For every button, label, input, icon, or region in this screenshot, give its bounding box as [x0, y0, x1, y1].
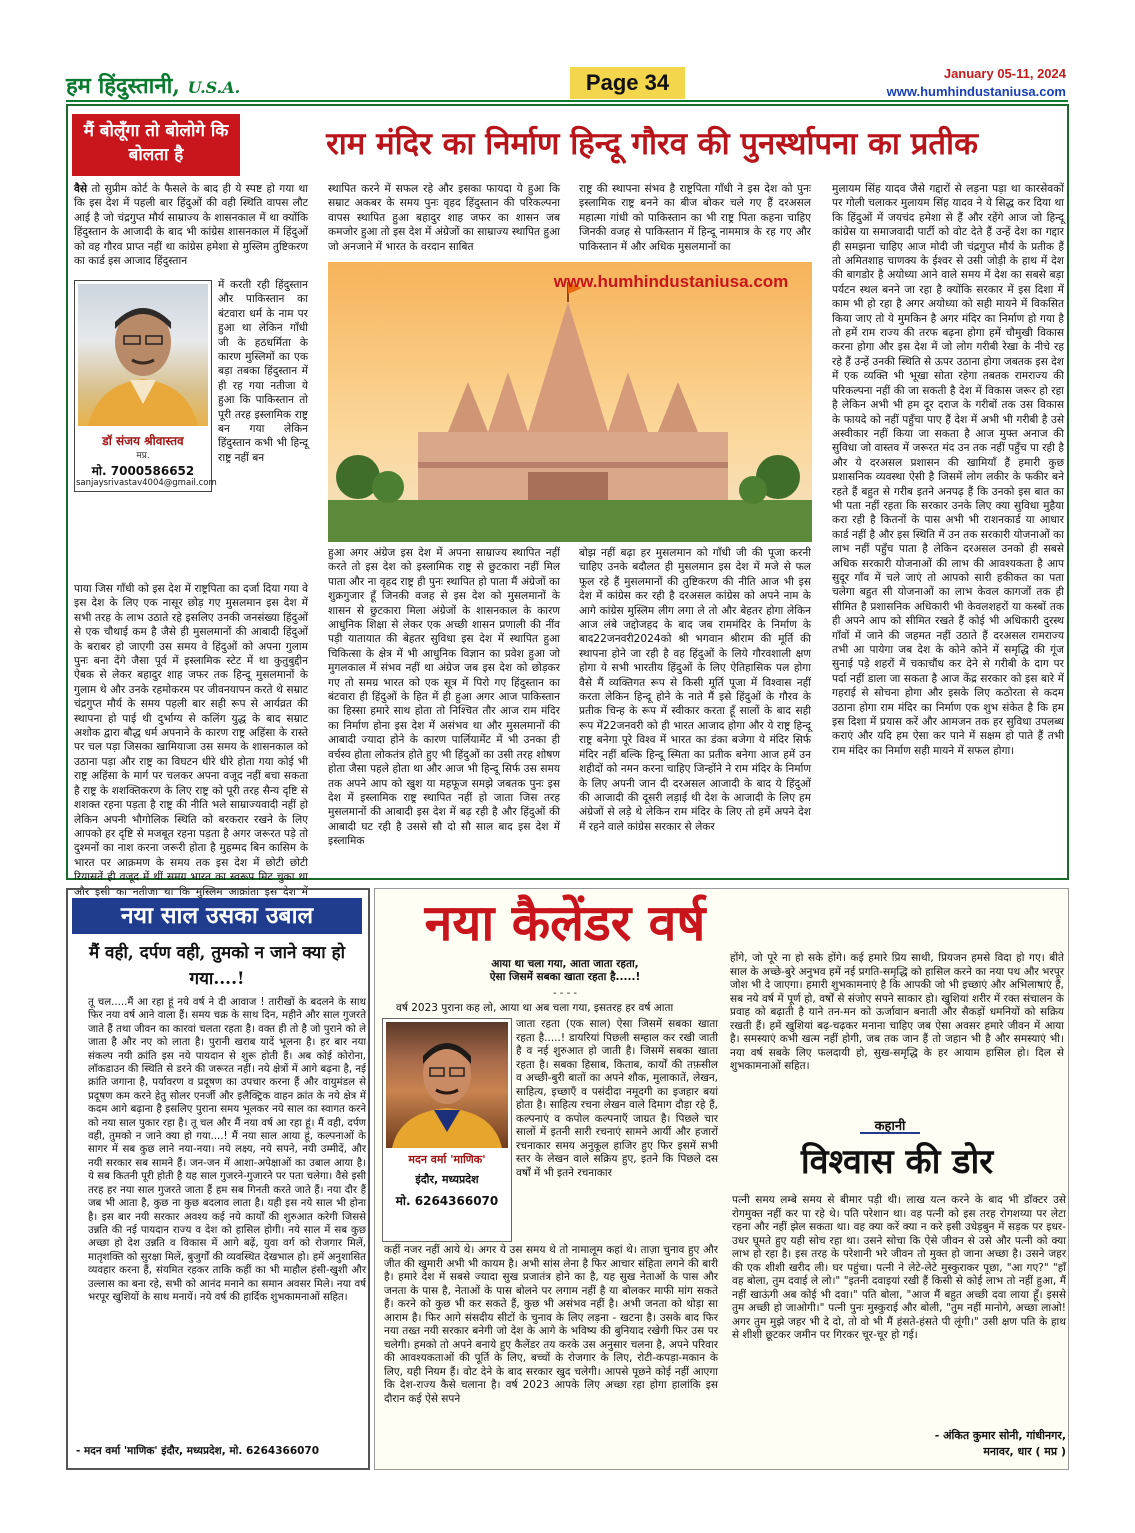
story-title: विश्वास की डोर — [800, 1142, 994, 1182]
author-portrait-icon — [78, 284, 208, 426]
new-year-subtitle: मैं वही, दर्पण वही, तुमको न जाने क्या हो गया....! — [88, 943, 346, 989]
poet-name: मदन वर्मा 'माणिक' — [408, 1153, 486, 1166]
issue-date: January 05-11, 2024 — [943, 66, 1066, 81]
brand-name: हम हिंदुस्तानी, — [66, 73, 180, 99]
newspaper-brand — [66, 70, 240, 100]
temple-illustration-icon — [328, 262, 812, 542]
poem-separator: - - - - — [553, 988, 577, 999]
article-column-1-top — [74, 182, 308, 278]
new-year-body: तू चल.....मैं आ रहा हूं नये वर्ष ने दी आवाज ! तारीखों के बदलने के साथ फिर नया वर्ष आने वाला हैं। समय चक्र के साथ दिन, महीने और साल गुजरते जाते हैं तथा जीवन का कारवां चलता रहता है। वक्त ही तो है जो पुराने को ले जाता है और नए को लाता है। पुरानी खराब यादें भूलना है। हर बार नया संकल्प नयी क्रांति इस नये पायदान से शुरू होती हैं। अब कोई कोरोना, लॉकडाउन की स्थिति से डरने की जरूरत नहीं। नये क्षेत्रों में आगे बढ़ना है, नई क्रांति जगाना है, पर्यावरण व प्रदूषण का उपचार करना हैं और वायुमंडल से प्रदूषण कम करने हेतु सोलर एनर्जी और इलैक्ट्रिक वाहन क्रांत के नये क्षेत्र में कदम आगे बढ़ाना है इसलिए पुराना समय भूलकर नये साल का स्वागत करने को नया साल पुकार रहा है। तू चल और मैं नया वर्ष आ रहा हूं। मैं वही, दर्पण वही, तुमको न जाने क्या हो गया....! मैं नया साल आया हूं, कल्पनाओं के सागर में सब कुछ लाने नया-नया। नये लक्ष्य, नये सपने, नयी उम्मीदें, और नयी सरकार सब सामने हैं। जन-जन में आशा-अपेक्षाओं का उबाल आया है। ये सब कितनी पूरी होती है यह साल गुजरने-गुजारने पर पता चलेगा। वैसे इसी तरह हर नया साल गुजरते जाता हैं हम सब गिनती करते जाते हैं। नया दौर हैं जब भी आता है, कुछ ना कुछ बदलाव लाता है। यही इस नये साल भी होना है। इस बार नयी सरकार अवश्य कई नये कार्यों की शुरुआत करेगी जिससे उन्नति की नई पायदान राज्य व देश को हासिल होगी। नये साल में सब कुछ अच्छा हो देश उन्नति व विकास में आगे बढ़ें, युवा वर्ग को रोजगार मिलें, मातृशक्ति को सुरक्षा मिलें, बुजुर्गों की व्यवस्थित देखभाल हो। हमें अनुशासित व्यवहार करना हैं, संयमित रहकर ताकि कहीं का भी माहौल हंसी-खुशी और उल्लास का बना रहे, सभी को आनंद मनाने का समान अवसर मिले। नया वर्ष भरपूर खुशियों के साथ मनायें। नये वर्ष की हार्दिक शुभकामनाओं सहित। — [88, 997, 366, 1303]
poet-phone: मो. 6264366070 — [395, 1194, 499, 1208]
story-signature-line-1: - अंकित कुमार सोनी, गांधीनगर, — [934, 1429, 1066, 1442]
author-location: मप्र. — [136, 451, 150, 461]
article-headline: राम मंदिर का निर्माण हिन्दू गौरव की पुनर्स्थापना का प्रतीक — [326, 126, 978, 162]
article-column-3-top: राष्ट्र की स्थापना संभव है राष्ट्रपिता गाँधी ने इस देश को पुनः इस्लामिक राष्ट्र बनने का बीज बोकर चले गए हैं दरअसल महात्मा गांधी को पाकिस्तान का भी राष्ट्र पिता कहना चाहिए जिनकी वजह से पाकिस्तान में हिन्दू नाममात्र के रह गए और पाकिस्तान में और अधिक मुसलमानों का — [579, 183, 811, 253]
calendar-text-upper: जाता रहता (एक साल) ऐसा जिसमें सबका खाता रहता है.....! डायरियां पिछली सम्हाल कर रखी जाती है व नई शुरुआत हो जाती है। जिसमें सबका खाता रहता है। सबका हिसाब, किताब, कार्यों की तफ़सील व अच्छी-बुरी बातों का अपने शौक, मुलाकातें, लेखन, साहित्य, इच्छाएँ व पसंदीदा नमूदगी का इजहार बयां होता है। साहित्य रचना लेखन वाले दिमाग दौड़ा रहे हैं, कल्पनाएं व कपोल कल्पनाएँ जाग्रत है। पिछले चार सालों में इतनी सारी रचनाएं सामने आयीं और हजारों रचनाकार समय अनुकूल हाजिर हुए फिर इसमें सभी स्तर के लेखन वाले सक्रिय हुए, इतने कि पिछले दस वर्षों में भी इतने रचनाकार — [516, 1018, 718, 1179]
brand-suffix: U.S.A. — [187, 78, 241, 97]
new-year-title: नया साल उसका उबाल — [72, 898, 362, 934]
ram-temple-image — [328, 262, 812, 542]
poet-portrait-icon — [386, 1022, 508, 1148]
column-badge: मैं बोलूँगा तो बोलोगे कि बोलता है — [72, 114, 240, 176]
page-number: Page 34 — [570, 67, 685, 99]
story-signature — [732, 1428, 1066, 1460]
calendar-poem — [420, 958, 710, 984]
article-column-4: मुलायम सिंह यादव जैसे गद्दारों से लड़ना पड़ा था कारसेवकों पर गोली चलाकर मुलायम सिंह यादव ने ये सिद्ध कर दिया था कि हिंदुओं में जयचंद हमेशा से हैं और रहेंगे आज जो हिन्दू कांग्रेस या समाजवादी पार्टी को वोट देते हैं उन्हें देश का गद्दार ही समझना चाहिए आज मोदी जी चंद्रगुप्त मौर्य के प्रतीक हैं तो अमितशाह चाणक्य के ईश्वर से उसी जोड़ी के हाथ में देश की बागडोर है अयोध्या आने वाले समय में देश का सबसे बड़ा पर्यटन स्थल बनने जा रहा है क्योंकि सरकार में इस दिशा में काम भी हो रहा है अगर अयोध्या को सही मायने में विकसित किया जाए तो ये मुमकिन है अगर मंदिर का निर्माण हो गया है तो हमें राम राज्य की तरफ बढ़ना होगा हमें चौमुखी विकास करना होगा और इस देश में जो लोग गरीबी रेखा के नीचे रह रहे हैं उन्हें उनकी स्थिति से ऊपर उठाना होगा जबतक इस देश में एक व्यक्ति भी भूखा सोता रहेगा तबतक रामराज्य की परिकल्पना नहीं की जा सकती है देश में विकास जरूर हो रहा है लेकिन अभी भी हम दूर दराज के गरीबों तक उस विकास के फायदे को नहीं पहुँचा पाए हैं देश में अभी भी गरीबी है उसे अस्वीकार नहीं किया जा सकता है आज मुफ्त अनाज की सुविधा जो वास्तव में जरूरत मंद उन तक नहीं पहुँच पा रही है और ये दरअसल प्रशासन की खामियाँ हैं हमारी कुछ प्रशासनिक व्यवस्था ऐसी है जिसमें लोग लकीर के फकीर बने रहते हैं बहुत से गरीब इतने अनपढ़ हैं कि उनको इस बात का भी पता नहीं रहता कि सरकार उनके लिए क्या सुविधा मुहैया करा रही है कितनों के पास अभी भी राशनकार्ड या आधार कार्ड नहीं है और इस स्थिति में उन तक सरकारी योजनाओं का लाभ नहीं पहुँच पाता है लेकिन दरअसल उनको ही सबसे अधिक सरकारी योजनाओं की लाभ की आवश्यकता है आप सुदूर गाँव में चले जाएं तो आपको सारी हकीकत का पता चलेगा बहुत सी योजनाओं का लाभ केवल कागजों तक ही सीमित है प्रशासनिक अधिकारी भी केवलशहरों या कस्बों तक ही अपने आप को सीमित रखते हैं कोई भी अधिकारी दुरस्थ गाँवों में जाने की जहमत नहीं उठाते हैं दरअसल रामराज्य तभी आ पायेगा जब देश के कोने कोने में समृद्धि की गूंज सुनाई पड़े शहरों में चकाचौंध कर देने से गरीबी के दाग पर पर्दा नहीं डाला जा सकता है आज केंद्र सरकार को इस बारे में गहराई से सोचना होगा और इसके लिए कठोरता से कदम उठाना होगा राम मंदिर का निर्माण एक शुभ संकेत है कि हम इस दिशा में प्रयास करें और आमजन तक हर सुविधा उपलब्ध कराएं और यदि हम ऐसा कर पाने में सक्षम हो पाते हैं तभी राम मंदिर का निर्माण सही मायने में सफल होगा। — [832, 183, 1064, 757]
image-watermark-url: www.humhindustaniusa.com — [553, 272, 789, 291]
website-link[interactable]: www.humhindustaniusa.com — [886, 84, 1066, 99]
calendar-text-lower: कहीं नजर नहीं आये थे। अगर ये उस समय थे तो नामालूम कहां थे। ताज़ा चुनाव हुए और जीत की खुमारी अभी भी कायम है। अभी सांस लेना है फिर आचार संहिता लगने की बारी है। हमारे देश में सबसे ज्यादा सुख प्रजातंत्र होने का है, यह सुख नेताओं के पास और जनता के पास है, नेताओं के पास बोलने पर लगाम नहीं है या बोलकर माफी मांग सकते हैं। करने को कुछ भी कर सकते हैं, कुछ भी असंभव नहीं है। अभी जनता को थोड़ा सा आराम है। फिर आगे संसदीय सीटों के चुनाव के लिए लड़ना - खटना है। उसके बाद फिर नया तख्त नयी सरकार बनेगी जो देश के आगे के भविष्य की बुनियाद रखेगी फिर उस पर चलेगी। हमको तो अपने बनाये हुए कैलेंडर तय करके उस अनुसार चलना है, अपने परिवार की आवश्यकताओं की पूर्ति के लिए, बच्चों के रोजगार के लिए, रोटी-कपड़ा-मकान के लिए, यही नियम हैं। वोट देने के बाद सरकार खुद चलेगी। आपसे पूछने कोई नहीं आएगा कि देश-राज्य कैसे चलाना है। वर्ष 2023 आपके लिए अच्छा रहा होगा हालांकि इस दौरान कई ऐसे सपने — [384, 1244, 718, 1405]
author-name: डॉ संजय श्रीवास्तव — [102, 434, 184, 448]
story-signature-line-2: मनावर, धार ( मप्र ) — [983, 1445, 1066, 1458]
calendar-title: नया कैलेंडर वर्ष — [424, 893, 706, 952]
story-section-label: कहानी — [860, 1116, 920, 1134]
poem-line-1: आया था चला गया, आता जाता रहता, — [491, 958, 639, 970]
article-column-2-top: स्थापित करने में सफल रहे और इसका फायदा ये हुआ कि सम्राट अकबर के समय पुनः वृहद हिंदुस्तान की परिकल्पना वापस स्थापित हुआ बहादुर शाह जफर का शासन जब कमजोर हुआ तो इस देश में अंग्रेजों का साम्राज्य स्थापित हुआ जो अनजाने में भारत के वरदान साबित — [328, 183, 560, 253]
poem-line-2: ऐसा जिसमें सबका खाता रहता है.....! — [489, 971, 641, 983]
article-column-2-bottom: हुआ अगर अंग्रेज इस देश में अपना साम्राज्य स्थापित नहीं करते तो इस देश को इस्लामिक राष्ट्र से छुटकारा नहीं मिल पाता और ना वृहद राष्ट्र ही पुनः स्थापित हो पाता मैं अंग्रेजों का शुक्रगुजार हूँ जिनकी वजह से इस देश को मुसलमानों के शासन से छुटकारा मिला अंग्रेजों के शासनकाल के कारण आधुनिक शिक्षा से लेकर एक अच्छी शासन प्रणाली की नींव पड़ी यातायात की बेहतर सुविधा इस देश में स्थापित हुआ चिकित्सा के क्षेत्र में भी आधुनिक विज्ञान का प्रवेश हुआ जो मुगलकाल में संभव नहीं था अंग्रेज जब इस देश को छोड़कर गए तो समग्र भारत को एक सूत्र में पिरो गए हिंदुस्तान का बंटवारा ही हिंदुओं के हित में ही हुआ अगर आज पाकिस्तान का हिस्सा हमारे साथ होता तो निश्चित तौर आज राम मंदिर का निर्माण होना इस देश में असंभव था और मुसलमानों की आबादी ज्यादा होने के कारण पार्लियामेंट में भी उनका ही वर्चस्व होता लोकतंत्र होते हुए भी हिंदुओं का उसी तरह शोषण होता जैसा पहले होता था और आज भी हिन्दू सिर्फ उस समय तक अपने आप को खुश या महफूज समझे जबतक पुनः इस देश में इस्लामिक राष्ट्र स्थापित नहीं हो जाता जिस तरह मुसलमानों की आबादी इस देश में बढ़ रही है और हिंदुओं की आबादी घट रही है उससे सौ दो सौ साल बाद इस देश में इस्लामिक — [328, 547, 560, 848]
article-column-1-mid: में करती रही हिंदुस्तान और पाकिस्तान का बंटवारा धर्म के नाम पर हुआ था लेकिन गाँधी जी के हठधर्मिता के कारण मुस्लिमों का एक बड़ा तबका हिंदुस्तान में ही रह गया नतीजा ये हुआ कि पाकिस्तान तो पूरी तरह इस्लामिक राष्ट्र बन गया लेकिन हिंदुस्तान कभी भी हिन्दू राष्ट्र नहीं बन — [218, 279, 308, 464]
author-photo — [78, 284, 208, 426]
calendar-text-right: होंगे, जो पूरे ना हो सके होंगे। कई हमारे प्रिय साथी, प्रियजन हमसे विदा हो गए। बीते साल के अच्छे-बुरे अनुभव हमें नई प्रगति-समृद्धि को हासिल करने का नया पथ और भरपूर जोश भी दे जाएगा। हमारी शुभकामनाएं है कि आपकी जो भी इच्छाएं और अभिलाषाएं हैं, सब नये वर्ष में पूर्ण हो, वर्षों से संजोए सपने साकार हो। खुशियां शरीर में रक्त संचालन के प्रवाह को बढ़ाती है याने तन-मन को ऊर्जावान बनाती और सैकड़ों धमनियों को सक्रिय रखती हैं। हमें खुशियां बढ़-चढ़कर मनाना चाहिए जब ऐसा अवसर हमारे जीवन में आया है। समस्याएं कभी खत्म नहीं होगी, जब तक जान हैं तो जहान भी है और समस्याएं भी। नया वर्ष सबके लिए फलदायी हो, सुख-समृद्धि के हर आयाम हासिल हो। दिल से शुभकामनाओं सहित। — [730, 952, 1064, 1072]
calendar-intro: वर्ष 2023 पुराना कह लो, आया था अब चला गया, इसतरह हर वर्ष आता — [396, 1002, 674, 1014]
new-year-signature: - मदन वर्मा 'माणिक' इंदौर, मध्यप्रदेश, मो. 6264366070 — [76, 1445, 320, 1457]
article-column-1-bottom: पाया जिस गाँधी को इस देश में राष्ट्रपिता का दर्जा दिया गया वे इस देश के लिए एक नासूर छोड़ गए मुसलमान इस देश में सभी तरह के लाभ उठाते रहे इसलिए उनकी जनसंख्या हिंदुओं से एक चौथाई कम है जैसे ही मुसलमानों की आबादी हिंदुओं के बराबर हो जाएगी उस समय वे हिंदुओं को अपना गुलाम पुनः बना देंगे जैसा पूर्व में इस्लामिक स्टेट में था कुतुबुद्दीन ऐबक से लेकर बहादुर शाह जफर तक हिन्दू मुसलमानों के गुलाम थे और उनके रहमोकरम पर जीवनयापन करते थे सम्राट चंद्रगुप्त मौर्य के समय पहली बार सही रूप से आर्यव्रत की स्थापना हो पाई थी दुर्भाग्य से कलिंग युद्ध के बाद सम्राट अशोक द्वारा बौद्ध धर्म अपनाने के कारण राष्ट्र अहिंसा के रास्ते पर चल पड़ा जिसका खामियाजा उस समय के शासनकाल को उठाना पड़ा और राष्ट्र का विघटन धीरे धीरे होता गया कोई भी राष्ट्र अहिंसा के मार्ग पर चलकर अपना वजूद नहीं बचा सकता है राष्ट्र के शशक्तिकरण के लिए राष्ट्र को पूरी तरह सैन्य दृष्टि से शशक्त रहना पड़ता है राष्ट्र की नीति भले साम्राज्यवादी नहीं हो लेकिन अपनी भौगोलिक स्थिति को बरकरार रखने के लिए आपको हर दृष्टि से मजबूत रहना पड़ता है अगर जरूरत पड़े तो दुश्मनों का नाश करना जरूरी होता है मुहम्मद बिन कासिम के भारत पर आक्रमण के समय तक इस देश में छोटी छोटी रियासतें ही वजूद में थीं समग्र भारत का स्वरूप मिट चुका था और इसी का नतीजा था कि मुस्लिम आक्रांता इस देश में — [74, 583, 308, 898]
article-text: तो सुप्रीम कोर्ट के फैसले के बाद ही ये स्पष्ट हो गया था कि इस देश में पहली बार हिंदुओं की वही स्थिति वापस लौट आई है जो चंद्रगुप्त मौर्य साम्राज्य के शासनकाल में था क्योंकि हिंदुस्तान के आजादी के बाद भी कांग्रेस शासनकाल में हिंदुओं को वह गौरव प्राप्त नहीं था कांग्रेस हमेशा से मुस्लिम तुष्टिकरण का कार्ड इस आजाद हिंदुस्तान — [74, 183, 308, 268]
article-column-3-bottom: बोझ नहीं बढ़ा हर मुसलमान को गाँधी जी की पूजा करनी चाहिए उनके बदौलत ही मुसलमान इस देश में मजे से फल फूल रहे हैं मुसलमानों की तुष्टिकरण की नीति आज भी इस देश में कांग्रेस कर रही है दरअसल कांग्रेस को अपने नाम के आगे कांग्रेस मुस्लिम लीग लगा ले तो और बेहतर होगा लेकिन आज लंबे जद्दोजहद के बाद जब राममंदिर के निर्माण के बाद22जनवरी2024को श्री भगवान श्रीराम की मूर्ति की स्थापना होने जा रही है वह हिंदुओं के लिये गौरवशाली क्षण होगा ये सभी भारतीय हिंदुओं के लिए ऐतिहासिक पल होगा वैसे मैं व्यक्तिगत रूप से किसी मूर्ति पूजा में विश्वास नहीं करता लेकिन हिन्दू होने के नाते मैं इसे हिंदुओं के गौरव के प्रतीक चिन्ह के रूप में स्वीकार करता हूँ सालों के बाद सही रूप में22जनवरी को ही भारत आजाद होगा और ये राष्ट्र हिन्दू राष्ट्र बनेगा पूरे विश्व में भारत का डंका बजेगा ये मंदिर सिर्फ मंदिर नहीं बल्कि हिन्दू स्मिता का प्रतीक बनेगा आज हमें उन शहीदों को नमन करना चाहिए जिन्होंने ने राम मंदिर के निर्माण के लिए अपनी जान दी दरअसल आजादी के बाद ये हिंदुओं की आजादी की दूसरी लड़ाई थी देश के आजादी के लिए हम अंग्रेजों से लड़े थे लेकिन राम मंदिर के लिए तो हमें अपने देश में रहने वाले कांग्रेस सरकार से लेकर — [579, 547, 811, 833]
lead-word: वैसे — [74, 183, 88, 195]
author-phone: मो. 7000586652 — [91, 464, 195, 478]
author-email[interactable]: sanjaysrivastav4004@gmail.com — [76, 478, 217, 488]
poet-photo — [386, 1022, 508, 1148]
poet-location: इंदौर, मध्यप्रदेश — [415, 1173, 479, 1186]
masthead-divider — [66, 100, 1068, 102]
story-body: पत्नी समय लम्बे समय से बीमार पड़ी थी। लाख यत्न करने के बाद भी डॉक्टर उसे रोगमुक्त नहीं कर पा रहे थे। पति परेशान था। वह पत्नी को इस तरह रोगशय्या पर लेटा रहना और नहीं झेल सकता था। वह क्या करें क्या न करे इसी उधेड़बुन में सड़क पर इधर-उधर घूमते हुए यही सोच रहा था। उसने सोचा कि ऐसे जीवन से उसे और पत्नी को क्या लाभ हो रहा है। इस तरह के परेशानी भरे जीवन तो मुक्त हो जाना अच्छा है। उसने जहर की एक शीशी खरीद ली। घर पहुंचा। पत्नी ने लेटे-लेटे मुस्कुराकर पूछा, "आ गए?" "हाँ वह बोला, तुम दवाई ले लो।" "इतनी दवाइयां रखी हैं किसी से कोई लाभ तो नहीं हुआ, मैं नहीं खाऊंगी अब कोई भी दवा।" पति बोला, "आज मैं बहुत अच्छी दवा लाया हूँ। इससे तुम अच्छी हो जाओगी।" पत्नी पुनः मुस्कुराई और बोली, "तुम नहीं मानोगे, अच्छा लाओ! अगर तुम मुझे जहर भी दे दो, तो वो भी मैं हंसते-हंसते पी लूंगी।" उसी क्षण पति के हाथ से शीशी छूटकर जमीन पर गिरकर चूर-चूर हो गई। — [732, 1194, 1066, 1341]
